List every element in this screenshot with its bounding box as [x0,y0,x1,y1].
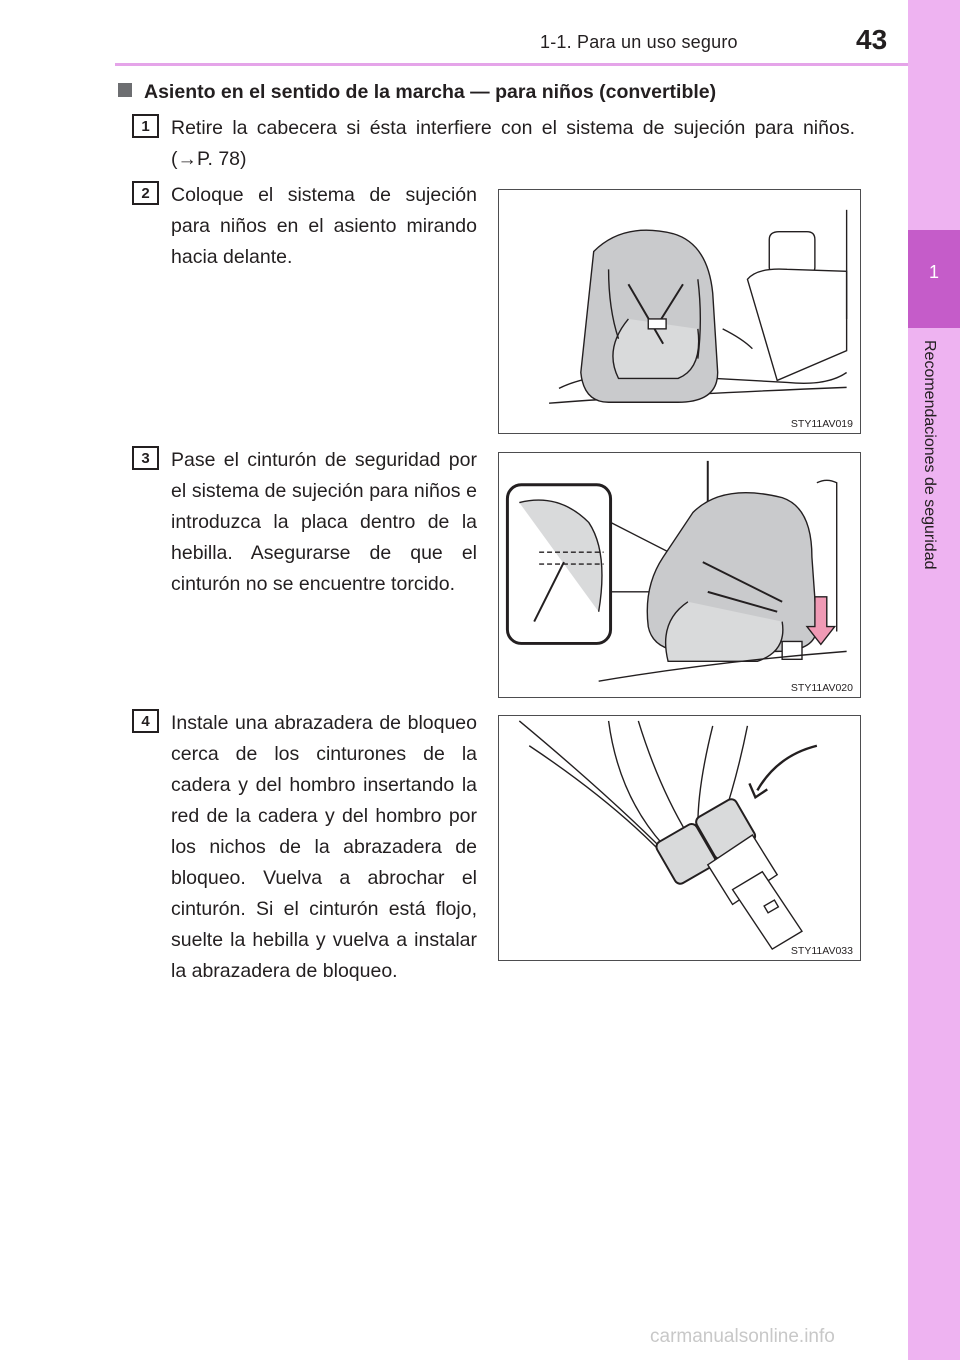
step-3-text: Pase el cinturón de seguridad por el sistema de sujeción para niños e introduzca la placa dentro de la hebilla. Asegurarse de que el cinturón no se encuentre torcido. [171,449,477,595]
step-2-text: Coloque el sistema de sujeción para niños en el asiento mirando hacia delante. [171,184,477,268]
step-2-badge: 2 [132,181,159,205]
belt-routing-illustration [499,453,860,697]
section-heading [118,81,716,104]
step-3-badge: 3 [132,446,159,470]
page-number: 43 [856,24,888,55]
heading-square-icon [118,83,132,97]
header-divider [115,63,908,66]
locking-clip-illustration [499,716,860,960]
chapter-label: Recomendaciones de seguridad [921,340,938,570]
chapter-side-tab [908,0,960,1360]
child-seat-illustration [499,190,860,433]
figure-code: STY11AV020 [790,682,853,694]
section-title: 1-1. Para un uso seguro [540,32,738,52]
chapter-number: 1 [928,262,939,282]
step-4-badge: 4 [132,709,159,733]
figure-code: STY11AV033 [790,945,853,957]
step-1-text: Retire la cabecera si ésta interfiere con el sistema de sujeción para niños. (→P. 78) [171,117,855,170]
figure-locking-clip [498,715,861,961]
figure-belt-through-seat [498,452,861,698]
figure-child-seat-forward [498,189,861,434]
figure-code: STY11AV019 [790,418,853,430]
watermark: carmanualsonline.info [650,1326,835,1347]
heading-text: Asiento en el sentido de la marcha — para niños (convertible) [144,81,717,103]
step-1-badge: 1 [132,114,159,138]
step-4-text: Instale una abrazadera de bloqueo cerca de los cinturones de la cadera y del hombro insertando la red de la cadera y del hombro por los nichos de la abrazadera de bloqueo. Vuelva a abrochar el cinturón. Si el cinturón está flojo, suelte la hebilla y vuelva a instalar la abrazadera de bloqueo. [171,712,477,982]
